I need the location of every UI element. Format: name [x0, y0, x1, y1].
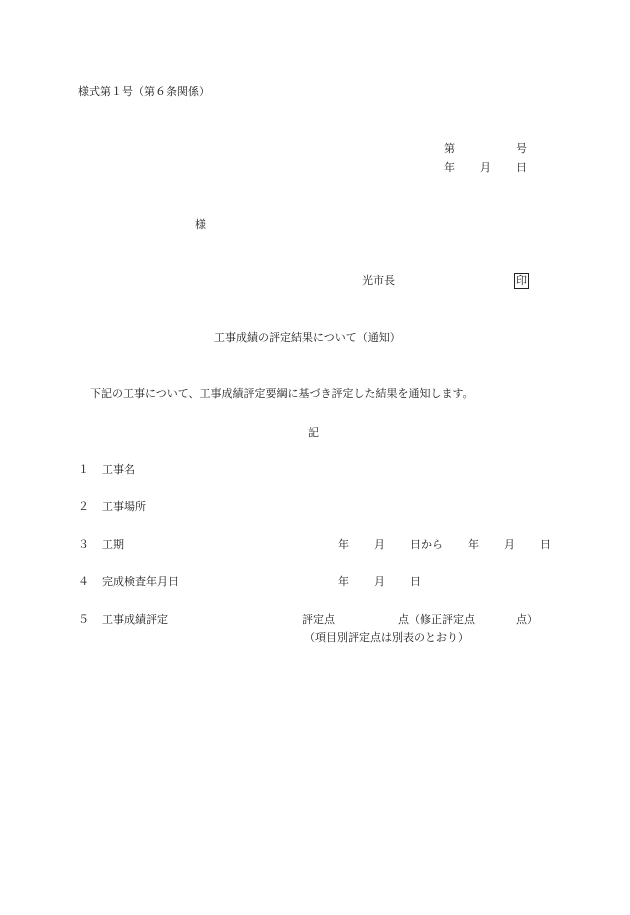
item-number-3: ３	[78, 538, 89, 551]
revised-score-unit: 点）	[516, 613, 538, 626]
period-end-day: 日	[540, 538, 551, 551]
item-number-2: ２	[78, 500, 89, 513]
doc-date-month: 月	[480, 161, 491, 174]
period-start-year: 年	[338, 538, 349, 551]
item-label-2: 工事場所	[102, 500, 146, 513]
doc-number-dai: 第	[444, 142, 455, 155]
score-unit: 点（修正評定点	[398, 613, 475, 626]
item-label-1: 工事名	[102, 463, 135, 476]
doc-number-go: 号	[516, 142, 527, 155]
ki-heading: 記	[308, 426, 319, 439]
period-end-month: 月	[504, 538, 515, 551]
period-start-month: 月	[374, 538, 385, 551]
score-label: 評定点	[302, 613, 335, 626]
document-title: 工事成績の評定結果について（通知）	[214, 331, 401, 344]
addressee-suffix: 様	[195, 218, 206, 231]
inspection-day: 日	[410, 575, 421, 588]
inspection-year: 年	[338, 575, 349, 588]
period-end-year: 年	[468, 538, 479, 551]
issuer-name: 光市長	[362, 274, 395, 287]
item-label-5: 工事成績評定	[102, 613, 168, 626]
score-note: （項目別評定点は別表のとおり）	[304, 631, 469, 644]
period-start-day: 日から	[410, 538, 443, 551]
item-label-3: 工期	[102, 538, 124, 551]
form-number: 様式第１号（第６条関係）	[78, 85, 210, 98]
intro-text: 下記の工事について、工事成績評定要綱に基づき評定した結果を通知します。	[90, 387, 474, 400]
item-number-1: １	[78, 463, 89, 476]
item-number-4: ４	[78, 575, 89, 588]
doc-date-day: 日	[516, 161, 527, 174]
seal-stamp	[514, 273, 529, 289]
item-label-4: 完成検査年月日	[102, 575, 179, 588]
inspection-month: 月	[374, 575, 385, 588]
doc-date-year: 年	[444, 161, 455, 174]
item-number-5: ５	[78, 613, 89, 626]
seal-label: 印	[516, 274, 527, 287]
